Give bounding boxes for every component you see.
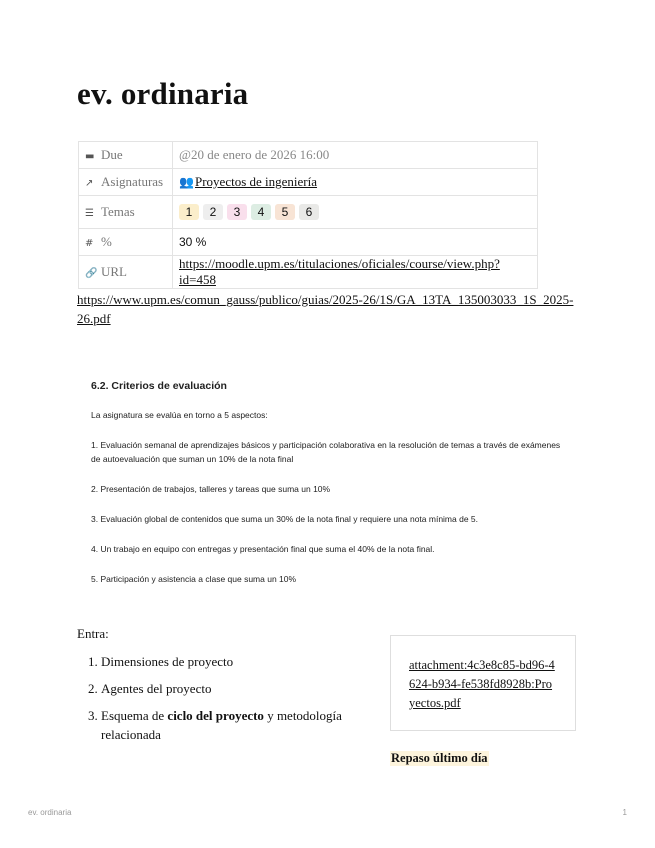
- property-key: [79, 229, 173, 256]
- property-label: Temas: [101, 204, 135, 219]
- property-label: Asignaturas: [101, 174, 164, 189]
- list-item: 2. Agentes del proyecto: [101, 679, 381, 698]
- criteria-item: 5. Participación y asistencia a clase que suma un 10%: [91, 574, 297, 584]
- evaluation-criteria-image: [91, 379, 561, 586]
- tema-tag[interactable]: 3: [227, 204, 247, 220]
- tema-tag[interactable]: 5: [275, 204, 295, 220]
- list-item-text: y metodología relacionada: [101, 708, 342, 742]
- page-title: ev. ordinaria: [77, 76, 249, 111]
- due-value[interactable]: @20 de enero de 2026 16:00: [173, 142, 538, 169]
- property-label: Due: [101, 147, 123, 162]
- property-key: [79, 256, 173, 289]
- property-url: [79, 256, 538, 289]
- property-key: [79, 196, 173, 229]
- page-number: 1: [622, 808, 627, 817]
- percent-value[interactable]: 30 %: [173, 229, 538, 256]
- footer-title: ev. ordinaria: [28, 808, 72, 817]
- guide-pdf-link[interactable]: https://www.upm.es/comun_gauss/publico/guias/2025-26/1S/GA_13TA_135003033_1S_2025-26.pdf: [77, 292, 574, 326]
- person-icon: 👥: [179, 175, 194, 189]
- property-due: [79, 142, 538, 169]
- list-icon: ☰: [85, 208, 94, 219]
- property-key: [79, 169, 173, 196]
- calendar-icon: ▬: [85, 151, 95, 162]
- tema-tag[interactable]: 2: [203, 204, 223, 220]
- property-temas: [79, 196, 538, 229]
- list-item: [101, 706, 381, 744]
- link-icon: 🔗: [85, 268, 98, 279]
- list-item: 1. Dimensiones de proyecto: [101, 652, 381, 671]
- properties-table: [78, 141, 538, 289]
- criteria-item: 2. Presentación de trabajos, talleres y tareas que suma un 10%: [91, 484, 331, 494]
- asignaturas-value: [173, 169, 538, 196]
- tema-tag[interactable]: 6: [299, 204, 319, 220]
- property-label: URL: [101, 264, 127, 279]
- tema-tag[interactable]: 4: [251, 204, 271, 220]
- criteria-item: 3. Evaluación global de contenidos que suma un 30% de la nota final y requiere una nota mínima de 5.: [91, 514, 479, 524]
- list-item-bold: ciclo del proyecto: [167, 708, 264, 723]
- asignatura-link[interactable]: Proyectos de ingeniería: [195, 174, 318, 189]
- hash-icon: #: [85, 238, 94, 249]
- attachment-link[interactable]: attachment:4c3e8c85-bd96-4624-b934-fe538fd8928b:Proyectos.pdf: [390, 635, 576, 731]
- criteria-item: 1. Evaluación semanal de aprendizajes básicos y participación colaborativa en la resolución de temas a través de exámenes de autoevaluación que suman un 10% de la nota final: [91, 440, 561, 464]
- property-key: [79, 142, 173, 169]
- temas-value: [173, 196, 538, 229]
- criteria-item: 4. Un trabajo en equipo con entregas y presentación final que suma el 40% de la nota final.: [91, 544, 435, 554]
- criteria-heading: 6.2. Criterios de evaluación: [91, 380, 227, 392]
- arrow-up-right-icon: ↗: [85, 178, 94, 189]
- list-item-text: Esquema de: [101, 708, 168, 723]
- tema-tag[interactable]: 1: [179, 204, 199, 220]
- repaso-note: Repaso último día: [391, 751, 488, 765]
- property-asignaturas: [79, 169, 538, 196]
- entra-label: Entra:: [77, 626, 109, 641]
- moodle-link[interactable]: https://moodle.upm.es/titulaciones/oficiales/course/view.php?id=458: [179, 256, 500, 287]
- property-percent: [79, 229, 538, 256]
- entra-list: [77, 652, 381, 752]
- url-value: [173, 256, 538, 289]
- criteria-intro: La asignatura se evalúa en torno a 5 aspectos:: [91, 410, 268, 420]
- property-label: %: [101, 234, 112, 249]
